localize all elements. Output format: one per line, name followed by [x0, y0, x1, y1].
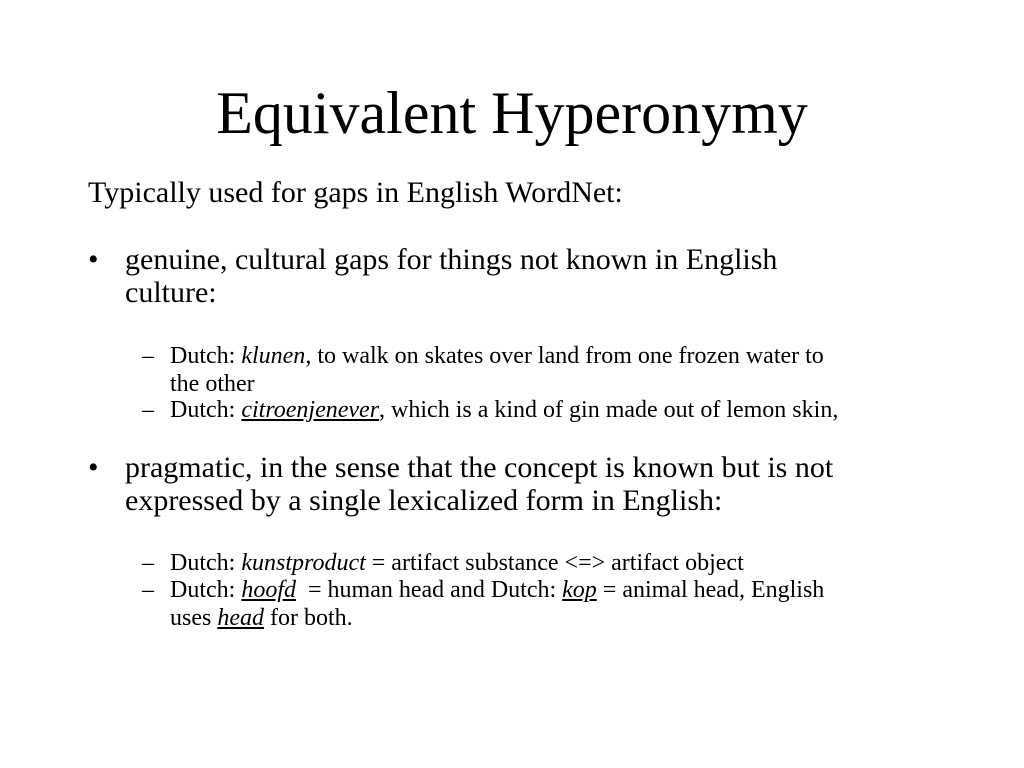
term-hoofd: hoofd — [241, 577, 296, 603]
sub-item-text — [170, 549, 972, 577]
bullet-text — [125, 243, 968, 309]
intro-text: Typically used for gaps in English WordNet: — [88, 176, 623, 209]
sub-prefix: Dutch: — [170, 550, 242, 576]
sub-line2-prefix: uses — [170, 605, 218, 631]
slide-title: Equivalent Hyperonymy — [216, 80, 808, 146]
bullet-text — [125, 451, 968, 517]
sub-prefix: Dutch: — [170, 397, 242, 423]
sub-item-hoofd-kop — [142, 576, 972, 632]
sub-item-text — [170, 396, 972, 424]
term-head: head — [217, 605, 264, 631]
term-kunstproduct: kunstproduct — [241, 550, 366, 576]
bullet-cultural-gaps — [88, 243, 968, 309]
bullet-line: genuine, cultural gaps for things not known in English — [125, 243, 778, 276]
sub-middle: = human head and Dutch: — [296, 577, 563, 603]
bullet-line: pragmatic, in the sense that the concept is known but is not — [125, 451, 834, 484]
sub-item-text — [170, 342, 972, 398]
sub-item-citroenjenever — [142, 396, 972, 424]
sub-line2-rest: for both. — [264, 605, 353, 631]
sub-rest: = artifact substance <=> artifact object — [365, 550, 744, 576]
bullet-line: culture: — [125, 276, 217, 309]
bullet-pragmatic — [88, 451, 968, 517]
sub-item-klunen — [142, 342, 972, 398]
bullet-marker: • — [88, 243, 99, 276]
sub-rest: = animal head, English — [596, 577, 825, 603]
sub-prefix: Dutch: — [170, 577, 242, 603]
sub-line2: the other — [170, 371, 255, 397]
sub-rest: , which is a kind of gin made out of lemon skin, — [379, 397, 839, 423]
dash-marker: – — [142, 397, 154, 423]
term-kop: kop — [562, 577, 597, 603]
term-citroenjenever: citroenjenever — [241, 397, 380, 423]
sub-item-text — [170, 576, 972, 632]
sub-rest: , to walk on skates over land from one frozen water to — [305, 343, 824, 369]
term-klunen: klunen — [241, 343, 306, 369]
dash-marker: – — [142, 550, 154, 576]
dash-marker: – — [142, 343, 154, 369]
dash-marker: – — [142, 577, 154, 603]
bullet-line: expressed by a single lexicalized form in English: — [125, 484, 723, 517]
bullet-marker: • — [88, 451, 99, 484]
sub-item-kunstproduct — [142, 549, 972, 577]
sub-prefix: Dutch: — [170, 343, 242, 369]
